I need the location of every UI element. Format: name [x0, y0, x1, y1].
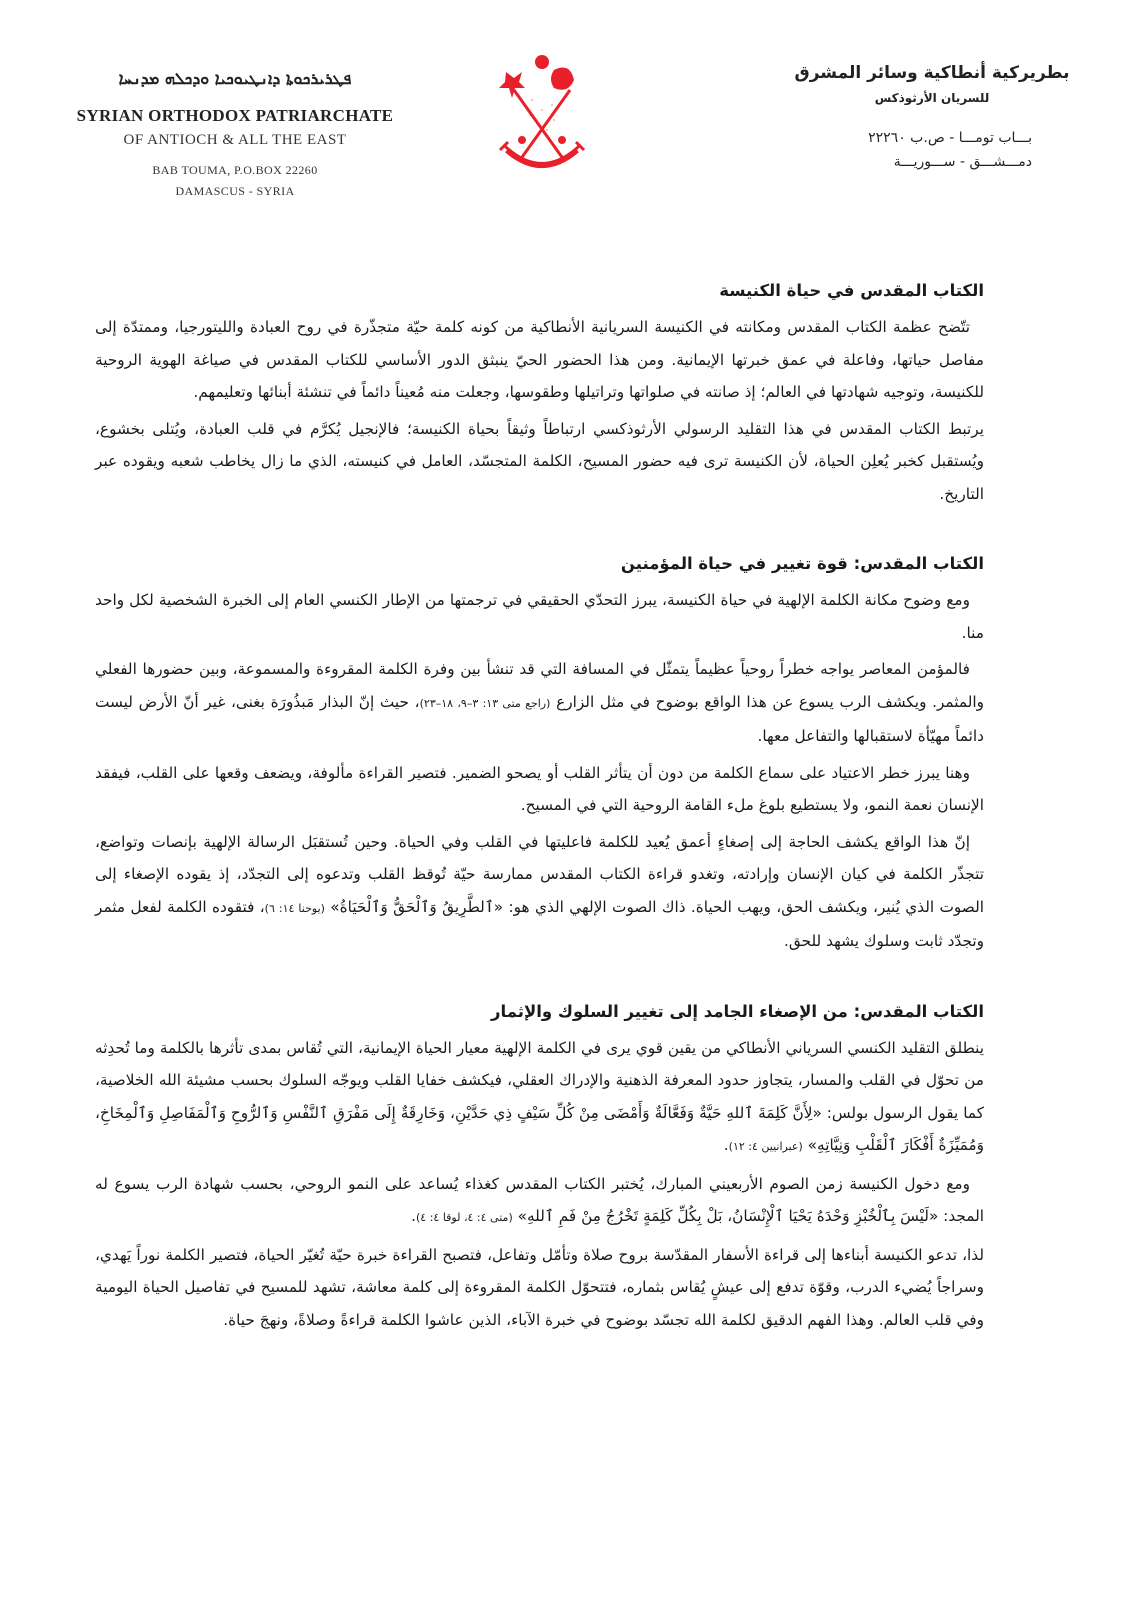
paragraph-text: إنّ هذا الواقع يكشف الحاجة إلى إصغاءٍ أعمق يُعيد للكلمة فاعليتها في القلب وفي الحياة. وحين تُستقبَل الرسالة الإلهية بإنصات وتواضع، تتجذّر الكلمة في كيان الإنسان وإرادته، وتغدو قراءة الكتاب المقدس ممارسة حيّة تُوقظ القلب وتدعوه إلى التجدّد، إذ يقوده الإصغاء إلى الصوت الذي يُنير، ويكشف الحق، ويهب الحياة. ذاك الصوت الإلهي الذي هو: «ٱلطَّرِيقُ وَٱلْحَقُّ وَٱلْحَيَاةُ»	[95, 832, 984, 916]
paragraph: وهنا يبرز خطر الاعتياد على سماع الكلمة من دون أن يتأثر القلب أو يصحو الضمير. فتصير القراءة مألوفة، ويضعف وقعها على القلب، فيفقد الإنسان نعمة النمو، ولا يستطيع بلوغ ملء القامة الروحية التي في المسيح.	[95, 763, 984, 814]
letter-body	[95, 275, 984, 1340]
section-heading: الكتاب المقدس: من الإصغاء الجامد إلى تغيير السلوك والإثمار	[491, 1001, 984, 1021]
paragraph	[95, 1032, 984, 1164]
section-heading: الكتاب المقدس في حياة الكنيسة	[719, 281, 984, 300]
paragraph-text: ومع دخول الكنيسة زمن الصوم الأربعيني المبارك، يُختبر الكتاب المقدس كغذاء يُساعد على النمو الروحي، بحسب شهادة الرب يسوع له المجد: «لَيْسَ بِٱلْخُبْزِ وَحْدَهُ يَحْيَا ٱلْإِنْسَانُ، بَلْ بِكُلِّ كَلِمَةٍ تَخْرُجُ مِنْ فَمِ ٱللهِ»	[95, 1174, 984, 1225]
patriarchal-emblem	[492, 50, 592, 190]
scripture-citation: (راجع متى ١٣: ٣–٩، ١٨–٢٣)	[419, 696, 551, 710]
paragraph-text: .	[723, 1136, 729, 1154]
paragraph	[95, 1168, 984, 1235]
letterhead-arabic	[792, 60, 1072, 174]
scripture-citation: (يوحنا ١٤: ٦)	[264, 901, 325, 915]
paragraph: يرتبط الكتاب المقدس في هذا التقليد الرسولي الأرثوذكسي ارتباطاً وثيقاً بحياة الكنيسة؛ فالإنجيل يُكرَّم في قلب العبادة، ويُتلى بخشوع، ويُستقبل كخبر يُعلِن الحياة، لأن الكنيسة ترى فيه حضور المسيح، الكلمة المتجسّد، العامل في كنيسته، الذي ما زال يخاطب شعبه ويقوده عبر التاريخ.	[95, 419, 984, 503]
scripture-citation: (متى ٤: ٤، لوقا ٤: ٤)	[415, 1211, 513, 1224]
scripture-citation: (عبرانيين ٤: ١٢)	[728, 1140, 803, 1153]
paragraph-text: .	[411, 1207, 416, 1225]
syriac-script-line: ܦܛܪܝܪܟܘܬܐ ܕܐܢܛܝܘܟܝܐ ܘܕܟܠܗ ܡܕܢܚܐ	[118, 69, 352, 88]
arabic-city-line: دمـــشـــق - ســـوريـــة	[893, 154, 1032, 170]
calligraphy-line-1: بطريركية أنطاكية وسائر المشرق	[794, 63, 1070, 83]
patriarchate-subtitle: OF ANTIOCH & ALL THE EAST	[123, 132, 347, 148]
paragraph: ومع وضوح مكانة الكلمة الإلهية في حياة الكنيسة، يبرز التحدّي الحقيقي في ترجمتها من الإطار الكنسي العام إلى الخبرة الشخصية لكل واحد منا.	[95, 591, 984, 642]
section-1	[95, 275, 984, 510]
paragraph: تتّضح عظمة الكتاب المقدس ومكانته في الكنيسة السريانية الأنطاكية من كونه كلمة حيّة متجذّرة في روح العبادة والليتورجيا، وممتدّة إلى مفاصل حياتها، وفاعلة في عمق خبرتها الإيمانية. ومن هذا الحضور الحيّ ينبثق الدور الأساسي للكتاب المقدس في صياغة الهوية الروحية للكنيسة، وتوجيه شهادتها في العالم؛ إذ صانته في صلواتها وتراتيلها وطقوسها، وجعلت منه مُعيناً دائماً في تنشئة أبنائها وتعليمهم.	[95, 318, 984, 401]
paragraph-text: ينطلق التقليد الكنسي السرياني الأنطاكي من يقين قوي يرى في الكلمة الإلهية معيار الحياة الإيمانية، التي تُقاس بمدى تأثرها بالكلمة وما تُحدِثه من تحوّل في القلب والمسار، يتجاوز حدود المعرفة الذهنية والإدراك العقلي، فيكشف خفايا القلب ويوجّه السلوك بحسب مشيئة الله الخلاصية، كما يقول الرسول بولس: «لِأَنَّ كَلِمَةَ ٱللهِ حَيَّةٌ وَفَعَّالَةٌ وَأَمْضَى مِنْ كُلِّ سَيْفٍ ذِي حَدَّيْنِ، وَخَارِقَةٌ إِلَى مَفْرَقِ ٱلنَّفْسِ وَٱلرُّوحِ وَٱلْمَفَاصِلِ وَٱلْمِخَاخِ، وَمُمَيِّزَةٌ أَفْكَارَ ٱلْقَلْبِ وَنِيَّاتِهِ»	[95, 1038, 984, 1154]
paragraph	[95, 826, 984, 958]
letterhead-english	[70, 68, 400, 205]
patriarchate-name: SYRIAN ORTHODOX PATRIARCHATE	[76, 106, 394, 125]
paragraph-text: ، حيث إنّ البذار مَبذُورَة بغنى، غير أنّ الأرض ليست دائماً مهيّأة لاستقبالها والتفاعل معها.	[95, 692, 984, 745]
section-heading: الكتاب المقدس: قوة تغيير في حياة المؤمنين	[620, 554, 984, 573]
arabic-address-line: بـــاب تومـــا - ص.ب ٢٢٢٦٠	[868, 130, 1032, 146]
address-line: BAB TOUMA, P.O.BOX 22260	[152, 163, 318, 177]
paragraph	[95, 653, 984, 753]
calligraphy-line-2: للسريان الأرثوذكس	[874, 91, 990, 105]
arabic-calligraphy-logo	[792, 60, 1072, 108]
city-line: DAMASCUS - SYRIA	[175, 184, 295, 198]
paragraph-text: ، فتقوده الكلمة لفعل مثمر وتجدّد ثابت وسلوك يشهد للحق.	[95, 897, 984, 950]
section-3	[95, 996, 984, 1337]
section-2	[95, 548, 984, 958]
paragraph-text: فالمؤمن المعاصر يواجه خطراً روحياً عظيماً يتمثّل في المسافة التي قد تنشأ بين وفرة الكلمة المقروءة والمسموعة، وبين حضورها الفعلي والمثمر. ويكشف الرب يسوع عن هذا الواقع بوضوح في مثل الزارع	[95, 660, 985, 711]
paragraph: لذا، تدعو الكنيسة أبناءها إلى قراءة الأسفار المقدّسة بروح صلاة وتأمّل وتفاعل، فتصبح القراءة خبرة حيّة تُغيّر الحياة، فتصير الكلمة نوراً يَهدي، وسراجاً يُضيء الدرب، وقوّة تدفع إلى عيشٍ يُقاس بثماره، فتتحوّل الكلمة المقروءة إلى كلمة معاشة، تشهد للمسيح في تفاصيل الحياة اليومية وفي قلب العالم. وهذا الفهم الدقيق لكلمة الله تجسّد بوضوح في خبرة الآباء، الذين عاشوا الكلمة قراءةً وصلاةً، ونهجَ حياة.	[95, 1245, 984, 1329]
